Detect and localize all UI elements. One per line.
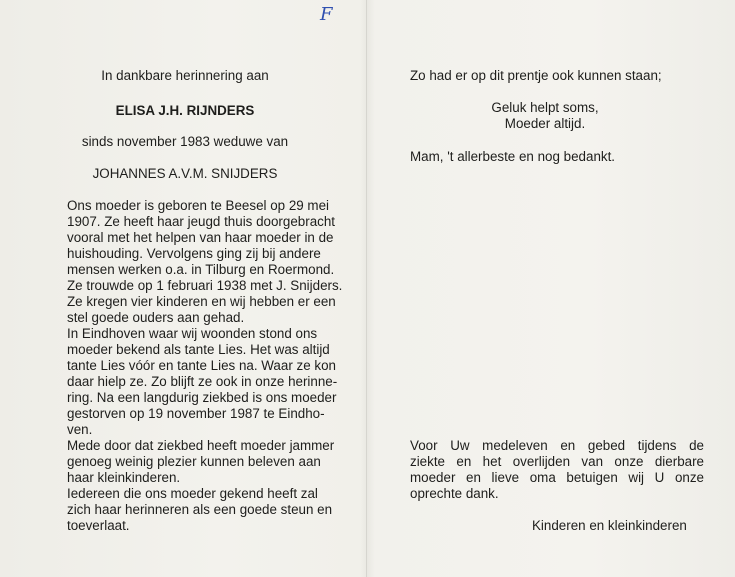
biography-line: toeverlaat. [67,518,130,533]
deceased-name: ELISA J.H. RIJNDERS [115,103,255,118]
widow-since-line: sinds november 1983 weduwe van [81,134,289,149]
thanks-line: Mam, 't allerbeste en nog bedankt. [410,149,616,164]
gratitude-line: ziekte en het overlijden van onze dierbare [410,454,704,469]
biography-line: mensen werken o.a. in Tilburg en Roermond. [67,262,335,277]
biography-line: tante Lies vóór en tante Lies na. Waar ze kon [67,358,336,373]
intro-line: In dankbare herinnering aan [101,68,269,83]
verse-line-2: Moeder altijd. [504,116,586,131]
biography-line: Ons moeder is geboren te Beesel op 29 mei [67,198,330,213]
biography-line: Ze kregen vier kinderen en wij hebben er een [67,294,336,309]
biography-line: huishouding. Vervolgens ging zij bij andere [67,246,321,261]
verse-line-1: Geluk helpt soms, [491,100,599,115]
biography-line: Ze trouwde op 1 februari 1938 met J. Snijders. [67,278,343,293]
biography-line: 1907. Ze heeft haar jeugd thuis doorgebracht [67,214,336,229]
biography-line: ven. [67,422,93,437]
biography-line: stel goede ouders aan gehad. [67,310,245,325]
signature-line: Kinderen en kleinkinderen [532,518,687,533]
gratitude-line: Voor Uw medeleven en gebed tijdens de [410,438,704,453]
biography-line: genoeg weinig plezier kunnen beleven aan [67,454,321,469]
biography-line: moeder bekend als tante Lies. Het was altijd [67,342,330,357]
husband-name: JOHANNES A.V.M. SNIJDERS [92,166,278,181]
biography-line: gestorven op 19 november 1987 te Eindho- [67,406,325,421]
biography-line: Mede door dat ziekbed heeft moeder jammer [67,438,335,453]
biography-line: daar hielp ze. Zo blijft ze ook in onze herinne- [67,374,338,389]
biography-line: zich haar herinneren als een goede steun en [67,502,333,517]
biography-line: haar kleinkinderen. [67,470,181,485]
gratitude-line: moeder en lieve oma betuigen wij U onze [410,470,704,485]
biography-line: In Eindhoven waar wij woonden stond ons [67,326,318,341]
biography-line: vooral met het helpen van haar moeder in de [67,230,334,245]
handwritten-annotation: F [320,4,333,25]
biography-line: Iedereen die ons moeder gekend heeft zal [67,486,318,501]
card-fold [366,0,367,577]
biography-line: ring. Na een langdurig ziekbed is ons moeder [67,390,337,405]
verse-intro: Zo had er op dit prentje ook kunnen staan; [410,68,662,83]
gratitude-line: oprechte dank. [410,486,499,501]
